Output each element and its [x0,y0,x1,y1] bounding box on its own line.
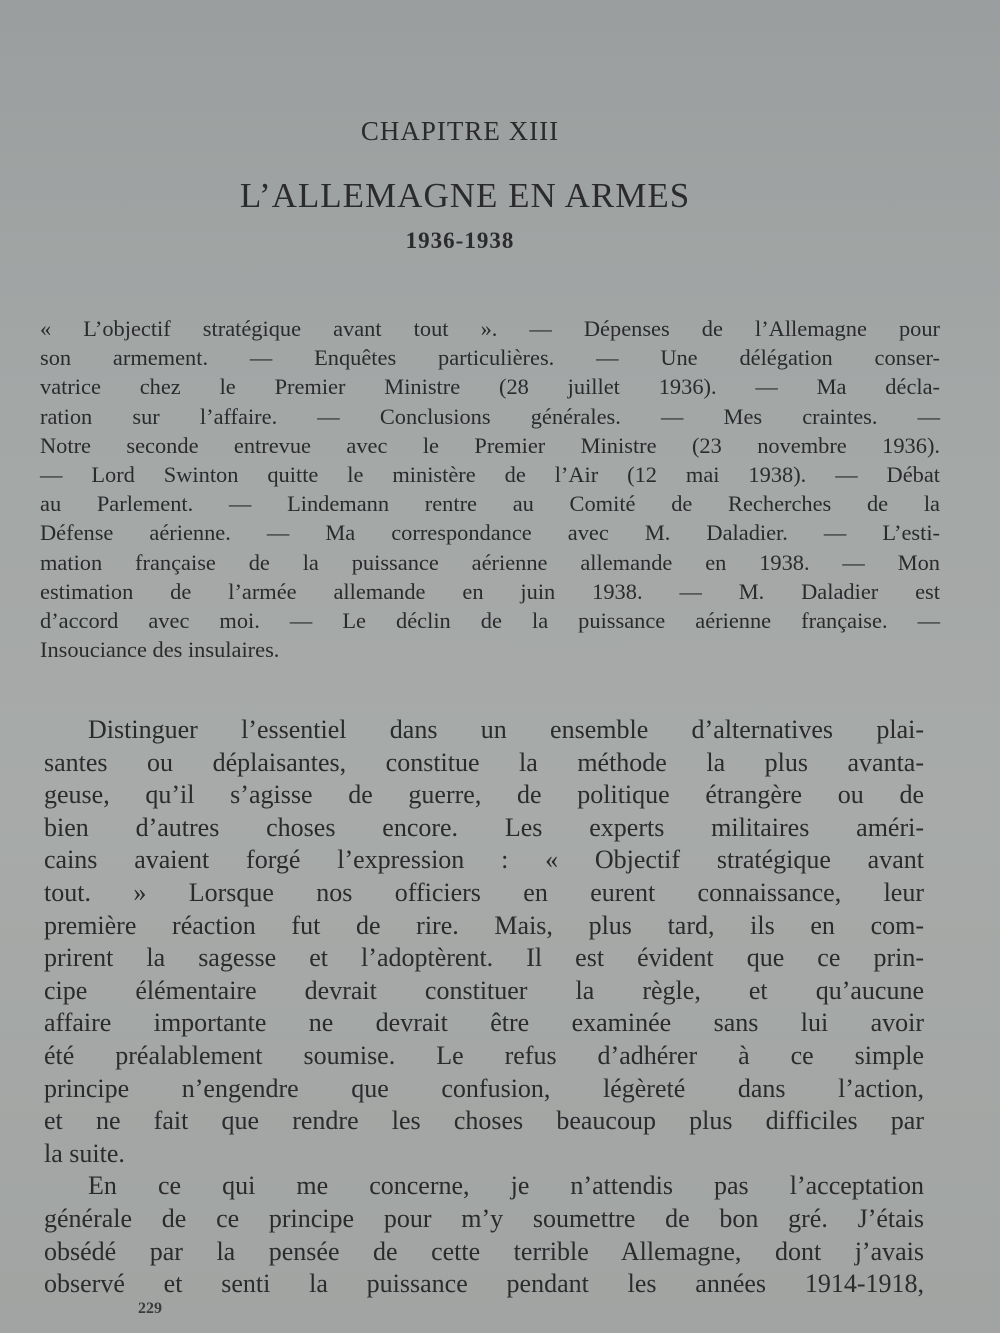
paragraph-1 [44,714,924,1170]
paragraph-2 [44,1170,924,1300]
body-line: santes ou déplaisantes, constitue la méthode la plus avanta- [44,747,924,777]
body-line: obsédé par la pensée de cette terrible Allemagne, dont j’avais [44,1236,924,1266]
body-line: observé et senti la puissance pendant les années 1914-1918, [44,1269,924,1299]
summary-line: « L’objectif stratégique avant tout ». — Dépenses de l’Allemagne pour [40,316,940,341]
chapter-body [44,714,924,1301]
summary-line: vatrice chez le Premier Ministre (28 juillet 1936). — Ma décla- [40,374,940,400]
body-line: prirent la sagesse et l’adoptèrent. Il est évident que ce prin- [44,943,924,973]
body-line: cipe élémentaire devrait constituer la règle, et qu’aucune [44,975,924,1005]
summary-line: Défense aérienne. — Ma correspondance avec M. Daladier. — L’esti- [40,520,940,546]
body-line: bien d’autres choses encore. Les experts militaires améri- [44,812,924,842]
summary-line: d’accord avec moi. — Le déclin de la puissance aérienne française. — [40,608,940,634]
body-line: cains avaient forgé l’expression : « Objectif stratégique avant [44,845,924,875]
chapter-number: CHAPITRE XIII [360,116,560,146]
body-line: la suite. [44,1138,125,1168]
summary-line: estimation de l’armée allemande en juin 1938. — M. Daladier est [40,578,940,604]
body-line: tout. » Lorsque nos officiers en eurent connaissance, leur [44,877,924,907]
summary-line: au Parlement. — Lindemann rentre au Comité de Recherches de la [40,491,940,517]
summary-line: Notre seconde entrevue avec le Premier Ministre (23 novembre 1936). [40,432,940,458]
chapter-title: L’ALLEMAGNE EN ARMES [239,176,691,215]
body-line: principe n’engendre que confusion, légèreté dans l’action, [44,1073,924,1103]
summary-line: ration sur l’affaire. — Conclusions générales. — Mes craintes. — [40,403,940,429]
body-line: En ce qui me concerne, je n’attendis pas l’acceptation [88,1171,924,1201]
summary-line: son armement. — Enquêtes particulières. — Une délégation conser- [40,345,940,371]
page-number: 229 [138,1300,162,1317]
chapter-years: 1936-1938 [405,228,515,253]
body-line: été préalablement soumise. Le refus d’adhérer à ce simple [44,1040,924,1070]
body-line: et ne fait que rendre les choses beaucoup plus difficiles par [44,1106,924,1136]
body-line: première réaction fut de rire. Mais, plus tard, ils en com- [44,910,924,940]
summary-line: — Lord Swinton quitte le ministère de l’Air (12 mai 1938). — Débat [40,462,940,488]
body-line: générale de ce principe pour m’y soumettre de bon gré. J’étais [44,1203,924,1233]
body-line: geuse, qu’il s’agisse de guerre, de politique étrangère ou de [44,780,924,810]
summary-line: mation française de la puissance aérienne allemande en 1938. — Mon [40,549,940,575]
chapter-summary [40,314,940,664]
body-line: affaire importante ne devrait être examinée sans lui avoir [44,1008,924,1038]
body-line: Distinguer l’essentiel dans un ensemble d’alternatives plai- [88,715,924,744]
summary-line: Insouciance des insulaires. [40,637,280,663]
